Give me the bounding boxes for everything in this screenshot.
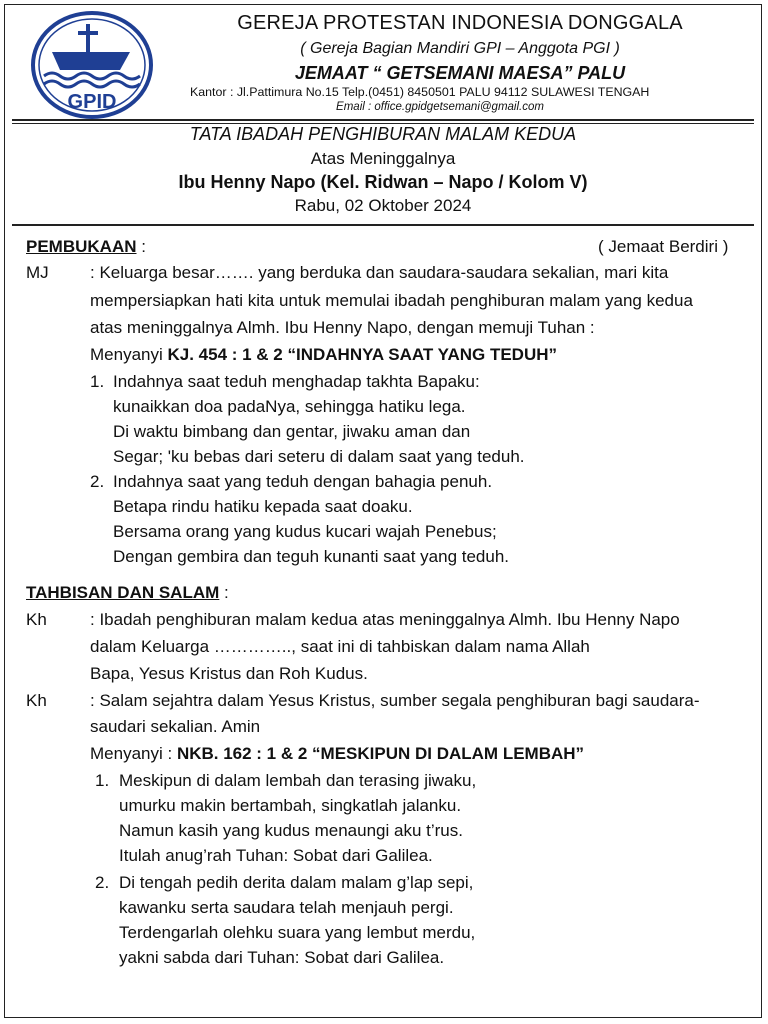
church-subtitle: ( Gereja Bagian Mandiri GPI – Anggota PGI ) <box>300 40 620 57</box>
verse-number: 1. <box>90 372 105 391</box>
liturgy-text: atas meninggalnya Almh. Ibu Henny Napo, dengan memuji Tuhan : <box>90 318 595 337</box>
song-line: Menyanyi : NKB. 162 : 1 & 2 “MESKIPUN DI DALAM LEMBAH” <box>90 744 585 763</box>
liturgy-text: dalam Keluarga ………….., saat ini di tahbiskan dalam nama Allah <box>90 637 590 656</box>
liturgy-text: : Keluarga besar……. yang berduka dan saudara-saudara sekalian, mari kita <box>90 263 669 282</box>
service-date: Rabu, 02 Oktober 2024 <box>294 196 472 215</box>
verse-line: Indahnya saat teduh menghadap takhta Bapaku: <box>113 372 480 391</box>
speaker-label: Kh <box>26 610 47 629</box>
office-email: Email : office.gpidgetsemani@gmail.com <box>336 101 544 113</box>
verse-line: Meskipun di dalam lembah dan terasing jiwaku, <box>119 771 477 790</box>
church-name: GEREJA PROTESTAN INDONESIA DONGGALA <box>237 12 683 34</box>
verse-line: Terdengarlah olehku suara yang lembut merdu, <box>119 923 476 942</box>
congregation-name: JEMAAT “ GETSEMANI MAESA” PALU <box>294 63 626 83</box>
gpid-logo <box>30 10 154 120</box>
verse-line: yakni sabda dari Tuhan: Sobat dari Galilea. <box>119 948 445 967</box>
header-rule <box>12 119 754 121</box>
section-pembukaan-heading: PEMBUKAAN : <box>26 237 146 256</box>
standing-note: ( Jemaat Berdiri ) <box>598 237 729 256</box>
verse-line: Di tengah pedih derita dalam malam g’lap sepi, <box>119 873 474 892</box>
verse-line: Segar; 'ku bebas dari seteru di dalam saat yang teduh. <box>113 447 525 466</box>
verse-line: Namun kasih yang kudus menaungi aku t’rus. <box>119 821 463 840</box>
liturgy-text: Bapa, Yesus Kristus dan Roh Kudus. <box>90 664 368 683</box>
service-occasion: Atas Meninggalnya <box>310 149 456 168</box>
liturgy-text: saudari sekalian. Amin <box>90 717 261 736</box>
verse-line: Indahnya saat yang teduh dengan bahagia penuh. <box>113 472 493 491</box>
verse-line: Di waktu bimbang dan gentar, jiwaku aman dan <box>113 422 471 441</box>
logo-text: GPID <box>67 91 117 113</box>
speaker-label: MJ <box>26 263 49 282</box>
verse-line: Itulah anug’rah Tuhan: Sobat dari Galilea. <box>119 846 433 865</box>
section-tahbisan-heading: TAHBISAN DAN SALAM : <box>26 583 229 602</box>
song-line: Menyanyi KJ. 454 : 1 & 2 “INDAHNYA SAAT YANG TEDUH” <box>90 345 558 364</box>
liturgy-text: : Ibadah penghiburan malam kedua atas meninggalnya Almh. Ibu Henny Napo <box>90 610 680 629</box>
deceased-name: Ibu Henny Napo (Kel. Ridwan – Napo / Kolom V) <box>178 172 588 192</box>
verse-line: kawanku serta saudara telah menjauh pergi. <box>119 898 454 917</box>
verse-line: Dengan gembira dan teguh kunanti saat yang teduh. <box>113 547 510 566</box>
speaker-label: Kh <box>26 691 47 710</box>
liturgy-text: mempersiapkan hati kita untuk memulai ibadah penghiburan malam yang kedua <box>90 291 693 310</box>
verse-line: Betapa rindu hatiku kepada saat doaku. <box>113 497 413 516</box>
office-address: Kantor : Jl.Pattimura No.15 Telp.(0451) 8450501 PALU 94112 SULAWESI TENGAH <box>190 85 650 99</box>
verse-number: 2. <box>90 472 105 491</box>
verse-number: 2. <box>95 873 110 892</box>
verse-number: 1. <box>95 771 110 790</box>
liturgy-text: : Salam sejahtra dalam Yesus Kristus, sumber segala penghiburan bagi saudara- <box>90 691 700 710</box>
verse-line: Bersama orang yang kudus kucari wajah Penebus; <box>113 522 497 541</box>
verse-line: kunaikkan doa padaNya, sehingga hatiku lega. <box>113 397 466 416</box>
title-rule <box>12 224 754 226</box>
verse-line: umurku makin bertambah, singkatlah jalanku. <box>119 796 462 815</box>
service-title: TATA IBADAH PENGHIBURAN MALAM KEDUA <box>189 124 577 144</box>
